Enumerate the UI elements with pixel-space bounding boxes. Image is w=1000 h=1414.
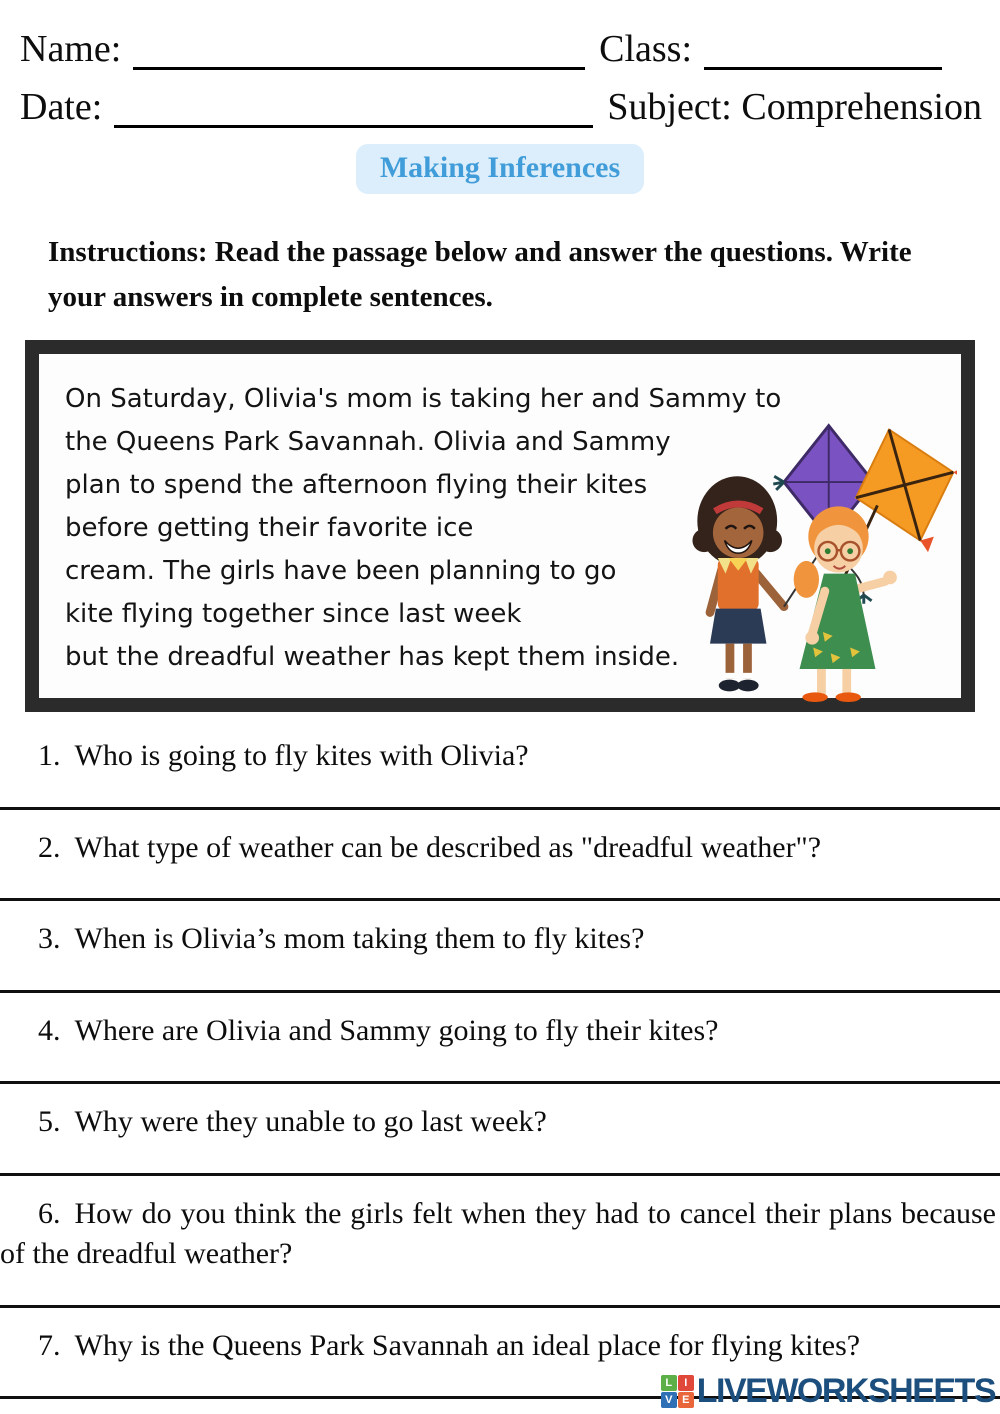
girl-right-figure <box>794 507 897 703</box>
subject-label: Subject: Comprehension <box>607 86 982 129</box>
questions-section <box>0 736 1000 1399</box>
logo-square-L: L <box>661 1375 677 1391</box>
class-label: Class: <box>599 28 692 70</box>
question-1 <box>0 736 988 777</box>
logo-square-E: E <box>678 1392 694 1408</box>
question-block-1 <box>0 736 1000 810</box>
question-7-text: Why is the Queens Park Savannah an ideal place for flying kites? <box>74 1328 861 1362</box>
question-3-number: 3. <box>38 922 61 956</box>
class-blank-field[interactable] <box>704 32 942 70</box>
question-2-number: 2. <box>38 830 61 864</box>
answer-line-6[interactable] <box>0 1305 1000 1308</box>
instructions-text: Instructions: Read the passage below and answer the questions. Write your answers in complete sentences. <box>48 236 912 314</box>
liveworksheets-logo[interactable] <box>661 1374 995 1408</box>
question-5-text: Why were they unable to go last week? <box>74 1105 547 1139</box>
question-block-6 <box>0 1194 1000 1308</box>
question-block-2 <box>0 828 1000 902</box>
answer-line-3[interactable] <box>0 990 1000 993</box>
answer-line-5[interactable] <box>0 1173 1000 1176</box>
title-badge-wrap <box>0 144 1000 194</box>
question-1-text: Who is going to fly kites with Olivia? <box>74 739 529 773</box>
question-6-number: 6. <box>38 1196 61 1230</box>
passage-line: the Queens Park Savannah. Olivia and Sammy <box>65 427 671 458</box>
question-block-4 <box>0 1011 1000 1085</box>
question-4 <box>0 1011 988 1052</box>
passage-line: before getting their favorite ice <box>65 513 474 544</box>
passage-line: cream. The girls have been planning to go <box>65 556 617 587</box>
question-3-text: When is Olivia’s mom taking them to fly kites? <box>74 922 645 956</box>
passage-line: plan to spend the afternoon flying their kites <box>65 470 648 501</box>
question-7-number: 7. <box>38 1328 61 1362</box>
passage-line: kite flying together since last week <box>65 599 522 630</box>
date-blank-field[interactable] <box>114 90 593 128</box>
date-label: Date: <box>20 86 103 129</box>
name-blank-field[interactable] <box>133 32 585 70</box>
logo-square-I: I <box>678 1375 694 1391</box>
logo-square-V: V <box>661 1392 677 1408</box>
header-row-2 <box>20 82 982 132</box>
name-label: Name: <box>20 28 122 70</box>
kite-flying-illustration <box>681 412 957 704</box>
question-2 <box>0 828 988 869</box>
question-1-number: 1. <box>38 739 61 773</box>
question-block-3 <box>0 919 1000 993</box>
title-badge: Making Inferences <box>356 144 644 194</box>
logo-text: LIVEWORKSHEETS <box>696 1372 995 1410</box>
worksheet-header <box>0 0 1000 132</box>
liveworksheets-grid-icon <box>661 1375 694 1408</box>
question-3 <box>0 919 988 960</box>
question-5 <box>0 1102 988 1143</box>
question-block-5 <box>0 1102 1000 1176</box>
passage-box <box>25 340 975 712</box>
question-6 <box>0 1194 996 1275</box>
question-6-text: How do you think the girls felt when they had to cancel their plans because of the dreadful weather? <box>0 1196 996 1271</box>
question-2-text: What type of weather can be described as "dreadful weather"? <box>74 830 822 864</box>
header-row-1 <box>20 24 982 74</box>
question-5-number: 5. <box>38 1105 61 1139</box>
question-4-number: 4. <box>38 1013 61 1047</box>
answer-line-4[interactable] <box>0 1081 1000 1084</box>
passage-line: but the dreadful weather has kept them inside. <box>65 642 680 673</box>
question-4-text: Where are Olivia and Sammy going to fly their kites? <box>74 1013 719 1047</box>
question-7 <box>0 1326 988 1367</box>
answer-line-1[interactable] <box>0 807 1000 810</box>
answer-line-2[interactable] <box>0 898 1000 901</box>
passage-line: On Saturday, Olivia's mom is taking her and Sammy to <box>65 384 782 415</box>
